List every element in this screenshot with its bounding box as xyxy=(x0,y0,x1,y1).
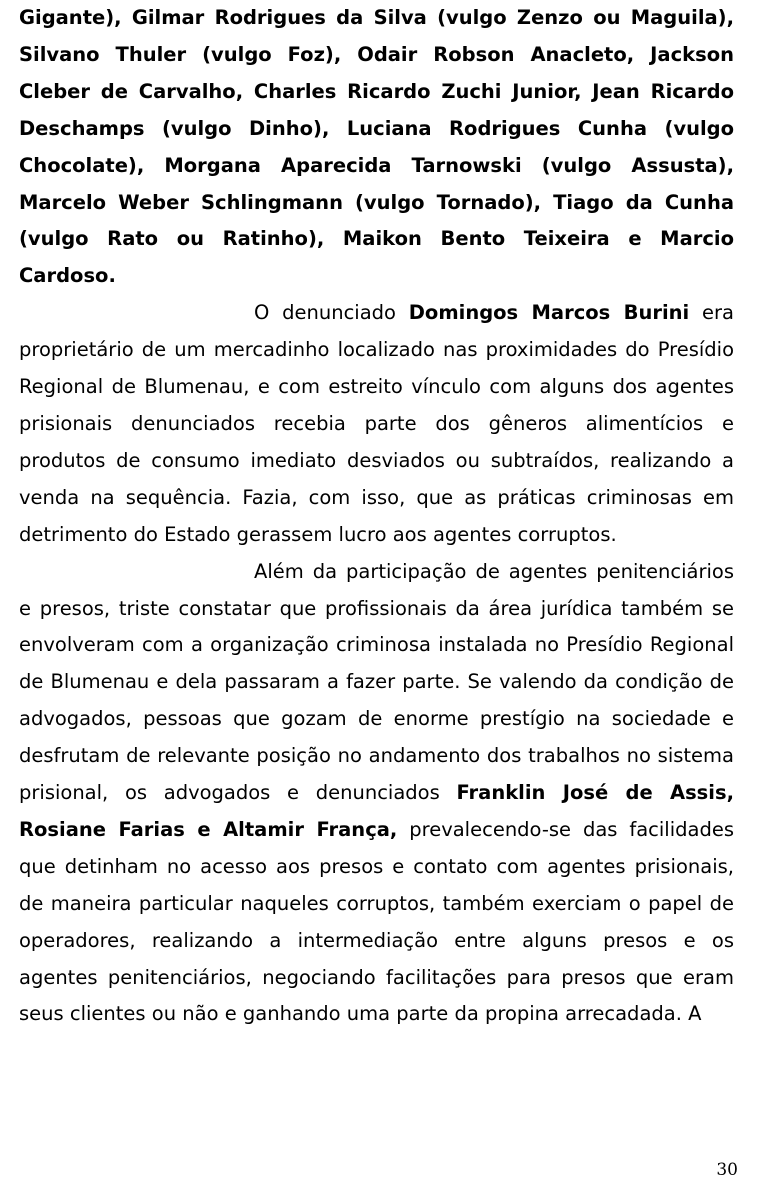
page-number: 30 xyxy=(716,1160,738,1180)
defendant-name-burini: Domingos Marcos Burini xyxy=(408,301,690,325)
paragraph-burini-body: era proprietário de um mercadinho localizado nas proximidades do Presídio Regional de Blumenau, e com estreito vínculo com alguns dos agentes prisionais denunciados recebia parte dos gêneros alimentícios e produtos de consumo imediato desviados ou subtraídos, realizando a venda na sequência. Fazia, com isso, que as práticas criminosas em detrimento do Estado gerassem lucro aos agentes corruptos. xyxy=(19,301,734,546)
paragraph-defendant-names: Gigante), Gilmar Rodrigues da Silva (vulgo Zenzo ou Maguila), Silvano Thuler (vulgo Foz), Odair Robson Anacleto, Jackson Cleber de Carvalho, Charles Ricardo Zuchi Junior, Jean Ricardo Deschamps (vulgo Dinho), Luciana Rodrigues Cunha (vulgo Chocolate), Morgana Aparecida Tarnowski (vulgo Assusta), Marcelo Weber Schlingmann (vulgo Tornado), Tiago da Cunha (vulgo Rato ou Ratinho), Maikon Bento Teixeira e Marcio Cardoso. xyxy=(19,6,734,288)
paragraph-lawyers xyxy=(19,554,734,1034)
paragraph-burini xyxy=(19,295,734,553)
defendant-names-lawyers: Franklin José de Assis, Rosiane Farias e Altamir França, xyxy=(19,781,734,841)
paragraph-burini-intro: O denunciado xyxy=(254,301,409,325)
document-body xyxy=(19,0,734,1033)
paragraph-lawyers-intro: Além da participação de agentes penitenciários e presos, triste constatar que profissionais da área jurídica também se envolveram com a organização criminosa instalada no Presídio Regional de Blumenau e dela passaram a fazer parte. Se valendo da condição de advogados, pessoas que gozam de enorme prestígio na sociedade e desfrutam de relevante posição no andamento dos trabalhos no sistema prisional, os advogados e denunciados xyxy=(19,559,734,805)
paragraph-lawyers-body: prevalecendo-se das facilidades que detinham no acesso aos presos e contato com agentes prisionais, de maneira particular naqueles corruptos, também exerciam o papel de operadores, realizando a intermediação entre alguns presos e os agentes penitenciários, negociando facilitações para presos que eram seus clientes ou não e ganhando uma parte da propina arrecadada. A xyxy=(19,817,734,1026)
